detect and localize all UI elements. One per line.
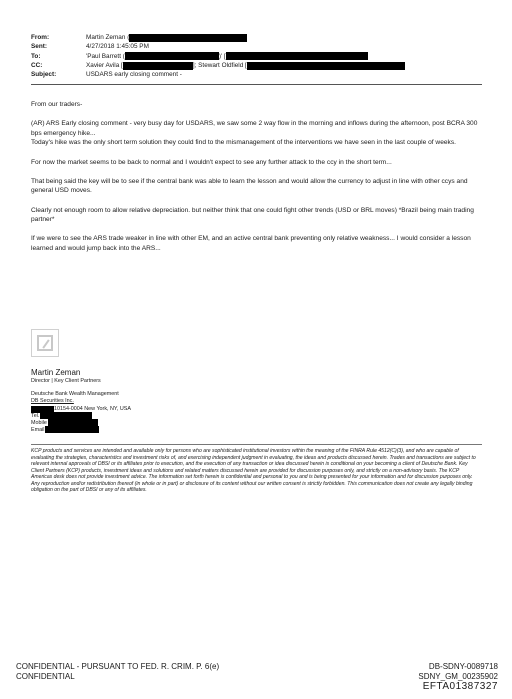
deutsche-bank-logo-icon — [31, 329, 59, 357]
email-header — [31, 33, 481, 79]
body-paragraph-line: (AR) ARS Early closing comment - very busy day for USDARS, we saw some 2 way flow in the morning and inflows during the afternoon, post BCRA 300 bps emergency hike... — [31, 120, 478, 137]
signature-title: Director | Key Client Partners — [31, 378, 101, 384]
footer-bates-numbers — [418, 662, 498, 692]
signature-name: Martin Zeman — [31, 368, 81, 377]
footer-bates-line: DB-SDNY-0089718 — [428, 662, 498, 671]
body-paragraph: For now the market seems to be back to normal and I wouldn't expect to see any further attack to the ccy in the short term... — [31, 158, 392, 166]
signature-email-row — [31, 426, 99, 433]
signature-email-label: Email — [31, 426, 45, 433]
to-mid: )' [ — [218, 52, 226, 60]
footer-confidential-line: CONFIDENTIAL - PURSUANT TO FED. R. CRIM. P. 6(e) — [16, 662, 220, 671]
redaction-block — [129, 34, 247, 42]
sent-value: 4/27/2018 1:45:05 PM — [86, 43, 149, 51]
signature-securities: DB Securities Inc. — [31, 398, 74, 404]
body-paragraph — [31, 119, 486, 148]
redaction-block — [45, 426, 99, 433]
email-body — [31, 100, 486, 263]
redaction-block — [40, 412, 92, 419]
cc-label: CC: — [31, 61, 43, 69]
signature-tel-label: Tel. — [31, 412, 40, 419]
cc-row — [31, 61, 481, 70]
body-paragraph-line: Today's hike was the only short term solution they could find to the mismanagement of the interventions we have seen in the last couple of weeks. — [31, 139, 456, 147]
disclaimer-text: KCP products and services are intended and available only for persons who are sophisticated institutional investors within the meaning of the FINRA Rule 4512(C)(3), and who are capable of evaluating the strategies, characteristics and investment risks of, and exercising independent judgment in evaluating, the ideas and products discussed herein. Trades and transactions are subject to relevant internal approvals of DBSI or its affiliates prior to execution, and the execution of any transaction or idea discussed herein is conditional on your becoming a client of Deutsche Bank. Key Client Partners (KCP) products, investment ideas and solutions and related matters discussed herein are provided for discussion purposes only, and strictly on a non-advisory basis. The KCP Americas desk does not provide investment advice. The information set forth herein is confidential and personal to you and is being presented for your information and for discussion purposes only. Any reproduction and/or redistribution thereof (in whole or in part) or disclosure of its content without our written consent is strictly forbidden. This communication does not create any legally binding obligation on the part of DBSI or any of its affiliates. — [31, 448, 476, 493]
from-row — [31, 33, 481, 42]
body-greeting: From our traders- — [31, 101, 83, 108]
disclaimer-divider — [31, 444, 482, 445]
body-paragraph: That being said the key will be to see if the central bank was able to learn the lesson and would allow the currency to adjust in line with other ccys and general USD moves. — [31, 177, 468, 195]
signature-mobile-row — [31, 419, 98, 426]
signature-mobile-label: Mobile — [31, 419, 47, 426]
cc-mid: ]; Stewart Oldfield [ — [192, 61, 247, 69]
to-label: To: — [31, 52, 41, 60]
footer-efta-number: EFTA01387327 — [422, 681, 498, 692]
redaction-block — [125, 52, 219, 60]
signature-company: Deutsche Bank Wealth Management — [31, 391, 119, 397]
sent-row — [31, 42, 481, 51]
redaction-block — [226, 52, 368, 60]
footer-confidential — [16, 662, 219, 682]
footer-confidential-line: CONFIDENTIAL — [16, 672, 75, 681]
subject-label: Subject: — [31, 71, 57, 79]
redaction-block — [48, 419, 98, 426]
signature-address: 10154-0004 New York, NY, USA — [54, 406, 131, 412]
sent-label: Sent: — [31, 43, 47, 51]
footer-bates-line: SDNY_GM_00235902 — [418, 672, 498, 681]
signature-tel-row — [31, 412, 92, 419]
header-divider — [31, 84, 482, 85]
subject-row — [31, 70, 481, 79]
to-value: 'Paul Barrett ( — [86, 52, 125, 60]
body-paragraph: Clearly not enough room to allow relative depreciation. but neither think that one could fight other trends (USD or BRL moves) *Brazil being main trading partner* — [31, 206, 474, 224]
cc-value: Xavier Avila [ — [86, 61, 123, 69]
from-label: From: — [31, 34, 50, 41]
redaction-block — [123, 62, 193, 70]
subject-value: USDARS early closing comment - — [86, 71, 182, 79]
from-value: Martin Zeman ( — [86, 34, 130, 41]
to-row — [31, 52, 481, 61]
body-paragraph: If we were to see the ARS trade weaker in line with other EM, and an active central bank preventing only relative weakness... I would consider a lesson learned and would jump back into the ARS... — [31, 235, 471, 252]
redaction-block — [247, 62, 405, 70]
